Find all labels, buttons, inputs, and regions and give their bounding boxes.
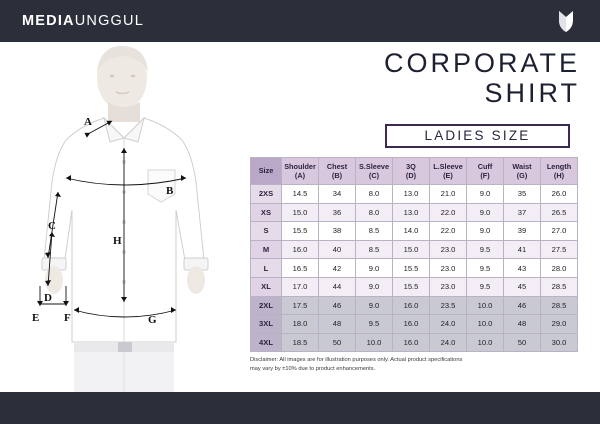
header-chest [319, 158, 356, 185]
figure-label-f: F [64, 312, 71, 324]
cell-shoulder: 17.0 [282, 277, 319, 296]
cell-short-sleeve: 9.0 [356, 259, 393, 278]
title-block [250, 48, 580, 108]
cell-long-sleeve: 23.0 [430, 259, 467, 278]
cell-size: 2XL [251, 296, 282, 315]
cell-chest: 38 [319, 222, 356, 241]
disclaimer [250, 356, 550, 374]
header-long-sleeve [430, 158, 467, 185]
cell-chest: 44 [319, 277, 356, 296]
cell-short-sleeve: 8.5 [356, 240, 393, 259]
cell-size: S [251, 222, 282, 241]
cell-long-sleeve: 21.0 [430, 185, 467, 204]
brand-wordmark [22, 13, 144, 29]
cell-cuff: 10.0 [467, 296, 504, 315]
cell-cuff: 10.0 [467, 333, 504, 352]
header-waist-code: (G) [516, 171, 528, 180]
header-short-sleeve-name: S.Sleeve [358, 161, 390, 171]
cell-shoulder: 18.0 [282, 315, 319, 334]
cell-waist: 43 [504, 259, 541, 278]
ladies-size-banner [385, 124, 570, 148]
cell-length: 27.5 [541, 240, 578, 259]
header-bar [0, 0, 600, 42]
header-short-sleeve-code: (C) [368, 171, 380, 180]
header-cuff-code: (F) [480, 171, 490, 180]
table-row [251, 315, 578, 334]
crown-logo-icon [553, 8, 579, 34]
cell-three-quarter: 15.0 [393, 240, 430, 259]
header-chest-name: Chest [326, 161, 348, 171]
cell-short-sleeve: 8.5 [356, 222, 393, 241]
cell-length: 28.5 [541, 277, 578, 296]
cell-cuff: 9.0 [467, 185, 504, 204]
cell-size: 2XS [251, 185, 282, 204]
cell-three-quarter: 15.5 [393, 259, 430, 278]
cell-cuff: 9.0 [467, 222, 504, 241]
header-three-quarter [393, 158, 430, 185]
table-row [251, 240, 578, 259]
header-shoulder [282, 158, 319, 185]
header-size-name: Size [258, 166, 274, 176]
cell-cuff: 9.5 [467, 277, 504, 296]
cell-cuff: 9.0 [467, 203, 504, 222]
cell-waist: 50 [504, 333, 541, 352]
disclaimer-line-1: Disclaimer: All images are for illustration purposes only. Actual product specifications [250, 357, 463, 363]
table-row [251, 296, 578, 315]
cell-waist: 48 [504, 315, 541, 334]
cell-waist: 37 [504, 203, 541, 222]
size-table [250, 157, 578, 352]
shirt-figure-illustration [0, 42, 250, 392]
cell-long-sleeve: 24.0 [430, 333, 467, 352]
figure-label-b: B [166, 185, 174, 197]
header-three-quarter-name: 3Q [406, 161, 416, 171]
cell-chest: 40 [319, 240, 356, 259]
cell-cuff: 9.5 [467, 240, 504, 259]
brand-bold-text: MEDIA [22, 13, 75, 29]
cell-size: M [251, 240, 282, 259]
header-waist [504, 158, 541, 185]
cell-length: 28.5 [541, 296, 578, 315]
cell-length: 26.5 [541, 203, 578, 222]
header-three-quarter-code: (D) [405, 171, 417, 180]
brand-light-text: UNGGUL [74, 13, 144, 29]
cell-three-quarter: 14.0 [393, 222, 430, 241]
cell-size: 3XL [251, 315, 282, 334]
header-size [251, 158, 282, 185]
cell-waist: 46 [504, 296, 541, 315]
cell-length: 30.0 [541, 333, 578, 352]
cell-chest: 36 [319, 203, 356, 222]
ladies-size-text: LADIES SIZE [424, 128, 531, 143]
cell-shoulder: 15.5 [282, 222, 319, 241]
cell-shoulder: 18.5 [282, 333, 319, 352]
table-header-row [251, 158, 578, 185]
title-line-1: CORPORATE [383, 48, 580, 78]
cell-three-quarter: 13.0 [393, 203, 430, 222]
title-line-2: SHIRT [484, 78, 580, 109]
cell-size: 4XL [251, 333, 282, 352]
header-cuff [467, 158, 504, 185]
figure-label-c: C [48, 220, 56, 232]
header-short-sleeve [356, 158, 393, 185]
header-length-name: Length [546, 161, 572, 171]
cell-three-quarter: 15.5 [393, 277, 430, 296]
cell-shoulder: 16.0 [282, 240, 319, 259]
cell-length: 28.0 [541, 259, 578, 278]
header-waist-name: Waist [512, 161, 532, 171]
figure-label-a: A [84, 116, 92, 128]
cell-length: 27.0 [541, 222, 578, 241]
header-length [541, 158, 578, 185]
table-row [251, 222, 578, 241]
cell-three-quarter: 13.0 [393, 185, 430, 204]
header-length-code: (H) [553, 171, 565, 180]
cell-cuff: 9.5 [467, 259, 504, 278]
cell-short-sleeve: 9.0 [356, 296, 393, 315]
figure-label-e: E [32, 312, 40, 324]
cell-long-sleeve: 24.0 [430, 315, 467, 334]
cell-chest: 42 [319, 259, 356, 278]
cell-shoulder: 15.0 [282, 203, 319, 222]
footer-bar [0, 392, 600, 424]
figure-label-g: G [148, 314, 157, 326]
cell-long-sleeve: 23.0 [430, 277, 467, 296]
cell-long-sleeve: 22.0 [430, 222, 467, 241]
cell-waist: 35 [504, 185, 541, 204]
header-long-sleeve-name: L.Sleeve [433, 161, 463, 171]
cell-waist: 45 [504, 277, 541, 296]
cell-short-sleeve: 10.0 [356, 333, 393, 352]
cell-size: XS [251, 203, 282, 222]
cell-long-sleeve: 22.0 [430, 203, 467, 222]
cell-chest: 46 [319, 296, 356, 315]
cell-waist: 39 [504, 222, 541, 241]
cell-short-sleeve: 8.0 [356, 203, 393, 222]
header-shoulder-name: Shoulder [284, 161, 316, 171]
cell-short-sleeve: 9.5 [356, 315, 393, 334]
cell-shoulder: 14.5 [282, 185, 319, 204]
cell-short-sleeve: 9.0 [356, 277, 393, 296]
cell-size: XL [251, 277, 282, 296]
figure-label-h: H [113, 235, 122, 247]
cell-shoulder: 17.5 [282, 296, 319, 315]
cell-three-quarter: 16.0 [393, 333, 430, 352]
cell-short-sleeve: 8.0 [356, 185, 393, 204]
disclaimer-line-2: may vary by ±10% due to product enhancements. [250, 365, 376, 372]
cell-cuff: 10.0 [467, 315, 504, 334]
cell-shoulder: 16.5 [282, 259, 319, 278]
table-row [251, 333, 578, 352]
table-row [251, 185, 578, 204]
cell-length: 26.0 [541, 185, 578, 204]
cell-three-quarter: 16.0 [393, 315, 430, 334]
cell-length: 29.0 [541, 315, 578, 334]
header-chest-code: (B) [331, 171, 343, 180]
cell-waist: 41 [504, 240, 541, 259]
cell-three-quarter: 16.0 [393, 296, 430, 315]
cell-chest: 34 [319, 185, 356, 204]
figure-label-d: D [44, 292, 52, 304]
table-body [251, 185, 578, 352]
cell-chest: 48 [319, 315, 356, 334]
table-row [251, 259, 578, 278]
header-long-sleeve-code: (E) [443, 171, 453, 180]
cell-size: L [251, 259, 282, 278]
header-shoulder-code: (A) [294, 171, 306, 180]
cell-chest: 50 [319, 333, 356, 352]
cell-long-sleeve: 23.0 [430, 240, 467, 259]
cell-long-sleeve: 23.5 [430, 296, 467, 315]
table-row [251, 203, 578, 222]
table-row [251, 277, 578, 296]
header-cuff-name: Cuff [477, 161, 493, 171]
